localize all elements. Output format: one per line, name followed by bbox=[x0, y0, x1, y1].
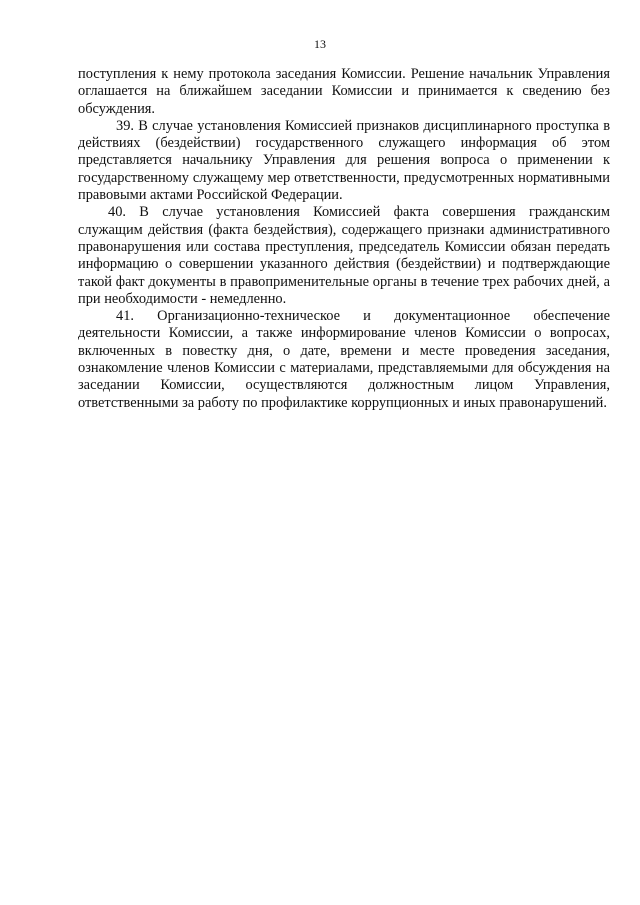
page-number: 13 bbox=[314, 37, 326, 51]
paragraph-39: 39. В случае установления Комиссией признаков дисциплинарного проступка в действиях (бездействии) государственного служащего информация об этом представляется начальнику Управления для решения вопроса о применении к государственному служащему мер ответственности, предусмотренных нормативными правовыми актами Российской Федерации. bbox=[78, 117, 610, 204]
document-body bbox=[78, 66, 610, 412]
paragraph-continuation: поступления к нему протокола заседания Комиссии. Решение начальник Управления оглашается на ближайшем заседании Комиссии и принимается к сведению без обсуждения. bbox=[78, 66, 610, 117]
paragraph-41: 41. Организационно-техническое и документационное обеспечение деятельности Комиссии, а также информирование членов Комиссии о вопросах, включенных в повестку дня, о дате, времени и месте проведения заседания, ознакомление членов Комиссии с материалами, представляемыми для обсуждения на заседании Комиссии, осуществляются должностным лицом Управления, ответственными за работу по профилактике коррупционных и иных правонарушений. bbox=[78, 308, 610, 411]
paragraph-40: 40. В случае установления Комиссией факта совершения гражданским служащим действия (факта бездействия), содержащего признаки административного правонарушения или состава преступления, председатель Комиссии обязан передать информацию о совершении указанного действия (бездействии) и подтверждающие такой факт документы в правоприменительные органы в течение трех рабочих дней, а при необходимости - немедленно. bbox=[78, 204, 610, 307]
